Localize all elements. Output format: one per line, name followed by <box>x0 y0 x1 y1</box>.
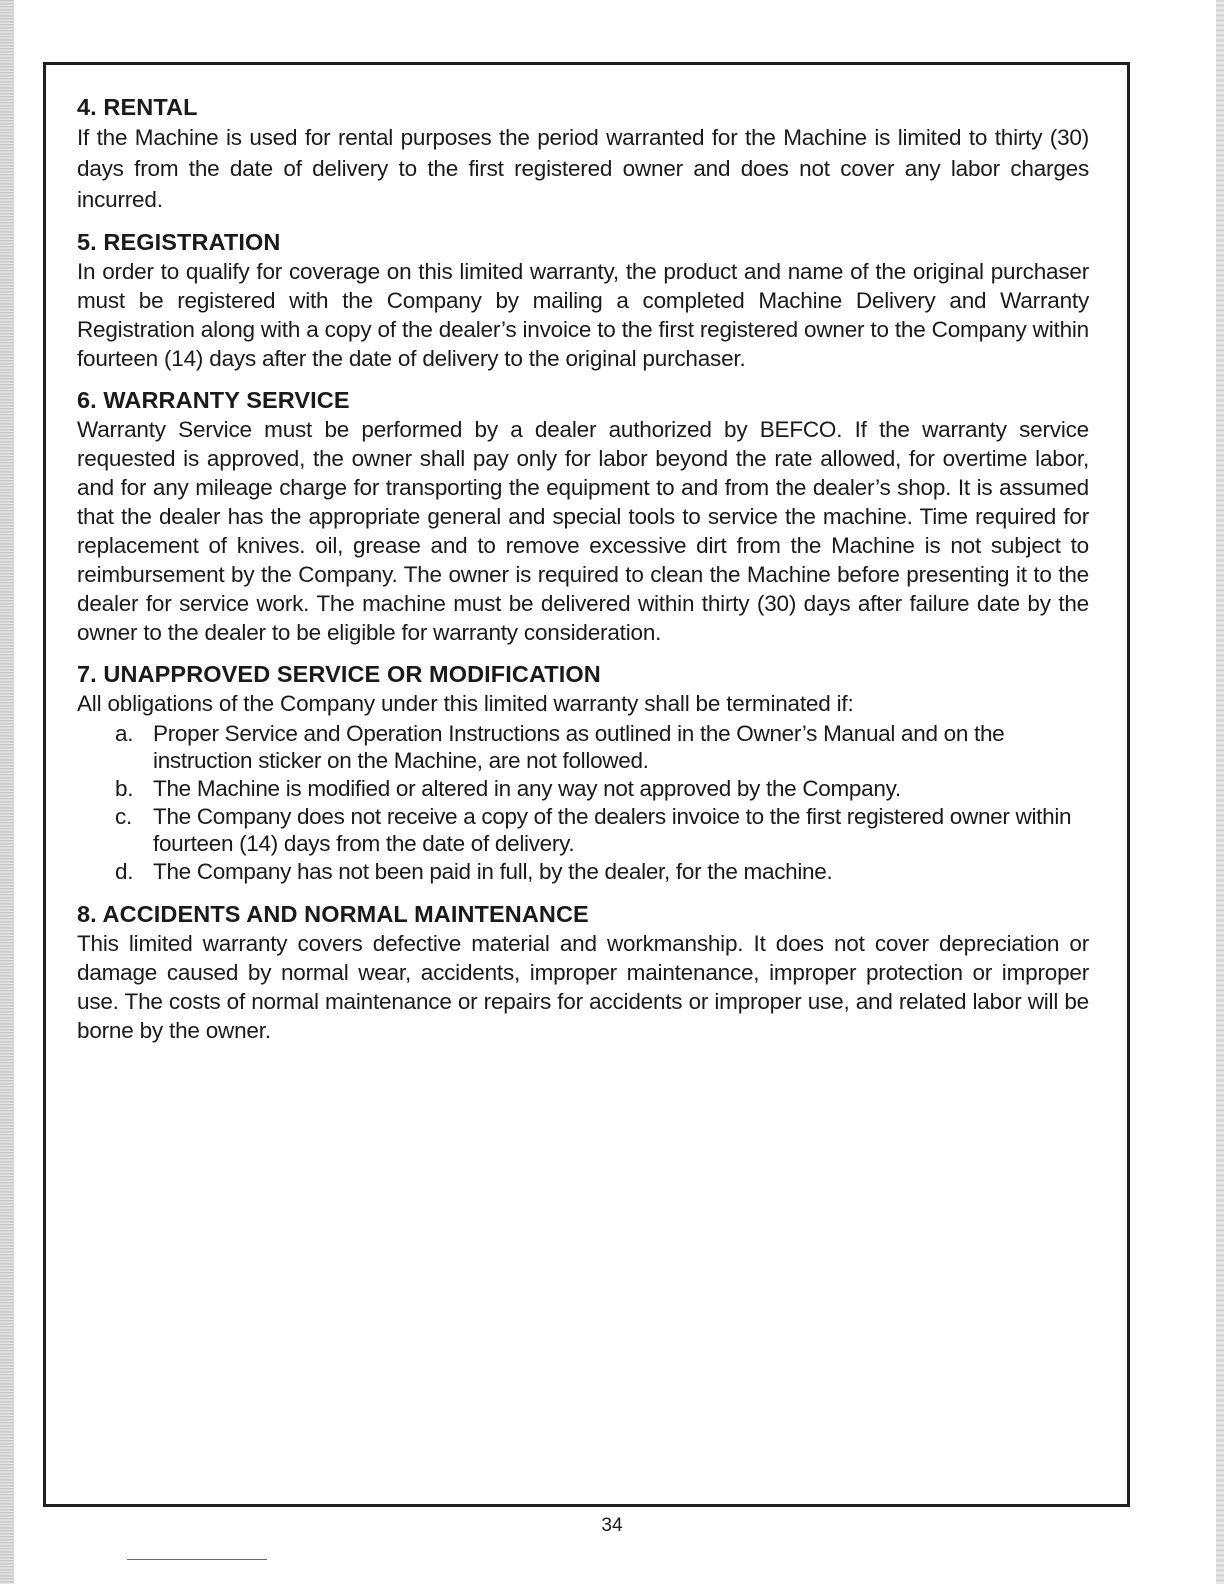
section-heading: 5. REGISTRATION <box>77 229 281 255</box>
section-body: In order to qualify for coverage on this limited warranty, the product and name of the original purchaser must be registered with the Company by mailing a completed Machine Delivery and Warranty Registration along with a copy of the dealer’s invoice to the first registered owner to the Company within fourteen (14) days after the date of delivery to the original purchaser. <box>77 259 1089 371</box>
list-item-text: The Company does not receive a copy of the dealers invoice to the first registered owner within fourteen (14) days from the date of delivery. <box>153 804 1072 856</box>
section-registration <box>77 227 1089 373</box>
termination-conditions-list <box>77 720 1089 885</box>
list-item-text: The Company has not been paid in full, by the dealer, for the machine. <box>153 859 833 884</box>
section-warranty-service <box>77 385 1089 647</box>
list-marker: b. <box>115 776 134 801</box>
footer-rule <box>127 1559 267 1560</box>
section-rental <box>77 92 1089 215</box>
section-heading: 4. RENTAL <box>77 94 198 120</box>
list-item-text: The Machine is modified or altered in any way not approved by the Company. <box>153 776 901 801</box>
list-item <box>77 858 1089 885</box>
section-heading: 7. UNAPPROVED SERVICE OR MODIFICATION <box>77 661 601 687</box>
list-marker: c. <box>115 804 132 829</box>
list-item <box>77 720 1089 774</box>
section-heading: 8. ACCIDENTS AND NORMAL MAINTENANCE <box>77 901 589 927</box>
section-body: This limited warranty covers defective material and workmanship. It does not cover depreciation or damage caused by normal wear, accidents, improper maintenance, improper protection or improper use. The costs of normal maintenance or repairs for accidents or improper use, and related labor will be borne by the owner. <box>77 931 1089 1043</box>
list-item-text: Proper Service and Operation Instructions as outlined in the Owner’s Manual and on the instruction sticker on the Machine, are not followed. <box>153 721 1005 773</box>
list-item <box>77 803 1089 857</box>
warranty-content <box>77 92 1089 1055</box>
section-body: If the Machine is used for rental purposes the period warranted for the Machine is limited to thirty (30) days from the date of delivery to the first registered owner and does not cover any labor charges incurred. <box>77 125 1089 212</box>
section-body: Warranty Service must be performed by a dealer authorized by BEFCO. If the warranty service requested is approved, the owner shall pay only for labor beyond the rate allowed, for overtime labor, and for any mileage charge for transporting the equipment to and from the dealer’s shop. It is assumed that the dealer has the appropriate general and special tools to service the machine. Time required for replacement of knives. oil, grease and to remove excessive dirt from the Machine is not subject to reimbursement by the Company. The owner is required to clean the Machine before presenting it to the dealer for service work. The machine must be delivered within thirty (30) days after failure date by the owner to the dealer to be eligible for warranty consideration. <box>77 417 1089 645</box>
list-marker: a. <box>115 721 134 746</box>
section-body: All obligations of the Company under this limited warranty shall be terminated if: <box>77 691 854 716</box>
section-unapproved-service <box>77 659 1089 885</box>
list-item <box>77 775 1089 802</box>
section-heading: 6. WARRANTY SERVICE <box>77 387 350 413</box>
page-number: 34 <box>601 1515 623 1536</box>
scan-edge-left <box>0 0 14 1584</box>
scan-edge-right <box>1216 0 1224 1584</box>
section-accidents-maintenance <box>77 899 1089 1045</box>
list-marker: d. <box>115 859 134 884</box>
